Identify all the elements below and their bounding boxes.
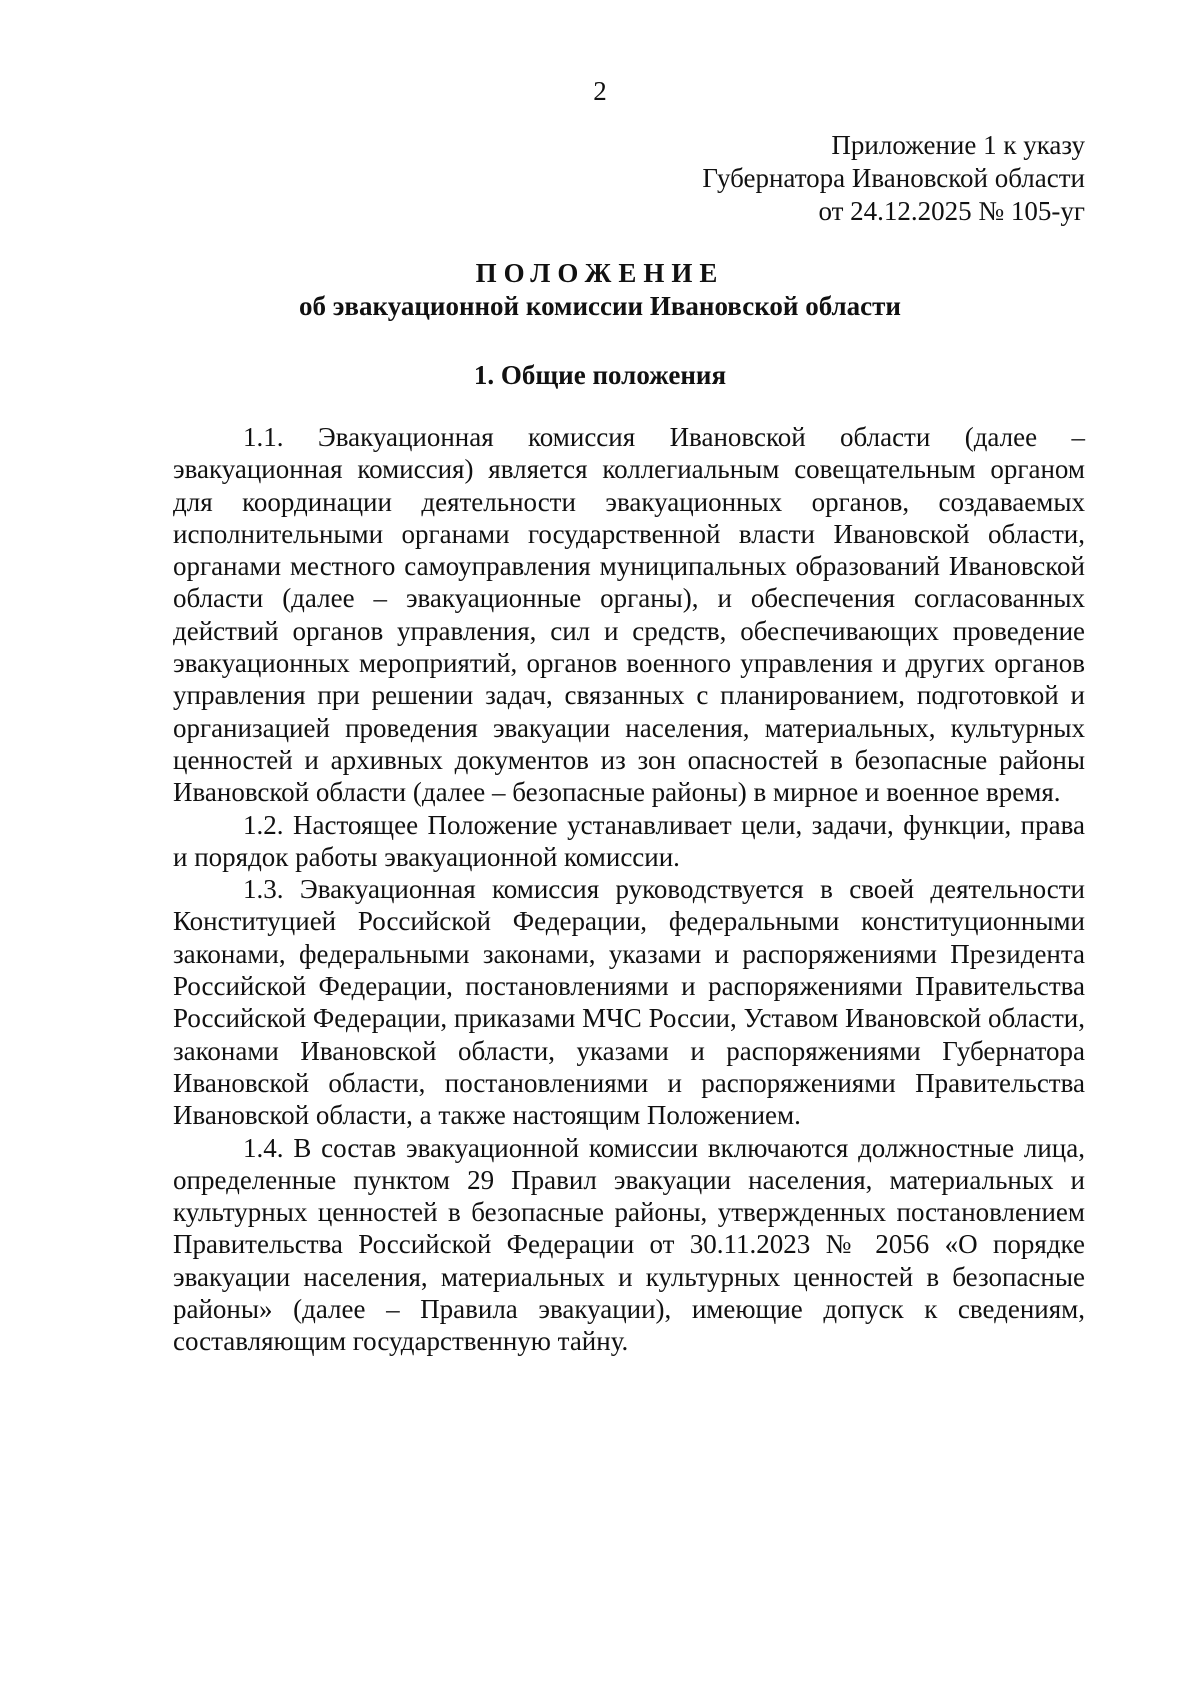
title-subtitle: об эвакуационной комиссии Ивановской области <box>299 291 901 321</box>
paragraph-1-1: 1.1. Эвакуационная комиссия Ивановской области (далее – эвакуационная комиссия) является коллегиальным совещательным органом для координации деятельности эвакуационных органов, создаваемых исполнительными органами государственной власти Ивановской области, органами местного самоуправления муниципальных образований Ивановской области (далее – эвакуационные органы), и обеспечения согласованных действий органов управления, сил и средств, обеспечивающих проведение эвакуационных мероприятий, органов военного управления и других органов управления при решении задач, связанных с планированием, подготовкой и организацией проведения эвакуации населения, материальных, культурных ценностей и архивных документов из зон опасностей в безопасные районы Ивановской области (далее – безопасные районы) в мирное и военное время. <box>173 422 1085 808</box>
appendix-line: Губернатора Ивановской области <box>702 163 1085 193</box>
section-body <box>173 421 1085 1358</box>
section-heading: 1. Общие положения <box>473 360 727 390</box>
page-number: 2 <box>593 76 607 106</box>
paragraph-1-4: 1.4. В состав эвакуационной комиссии включаются должностные лица, определенные пунктом 29 Правил эвакуации населения, материальных и культурных ценностей в безопасные районы, утвержденных постановлением Правительства Российской Федерации от 30.11.2023 № 2056 «О порядке эвакуации населения, материальных и культурных ценностей в безопасные районы» (далее – Правила эвакуации), имеющие допуск к сведениям, составляющим государственную тайну. <box>173 1132 1085 1357</box>
appendix-line: Приложение 1 к указу <box>831 130 1085 160</box>
appendix-reference <box>702 129 1085 228</box>
document-title <box>0 257 1200 323</box>
appendix-line: от 24.12.2025 № 105-уг <box>818 196 1085 226</box>
title-main: ПОЛОЖЕНИЕ <box>475 258 725 288</box>
paragraph-1-2: 1.2. Настоящее Положение устанавливает цели, задачи, функции, права и порядок работы эвакуационной комиссии. <box>173 809 1085 872</box>
paragraph-1-3: 1.3. Эвакуационная комиссия руководствуется в своей деятельности Конституцией Российской Федерации, федеральными конституционными законами, федеральными законами, указами и распоряжениями Президента Российской Федерации, постановлениями и распоряжениями Правительства Российской Федерации, приказами МЧС России, Уставом Ивановской области, законами Ивановской области, указами и распоряжениями Губернатора Ивановской области, постановлениями и распоряжениями Правительства Ивановской области, а также настоящим Положением. <box>173 874 1085 1131</box>
